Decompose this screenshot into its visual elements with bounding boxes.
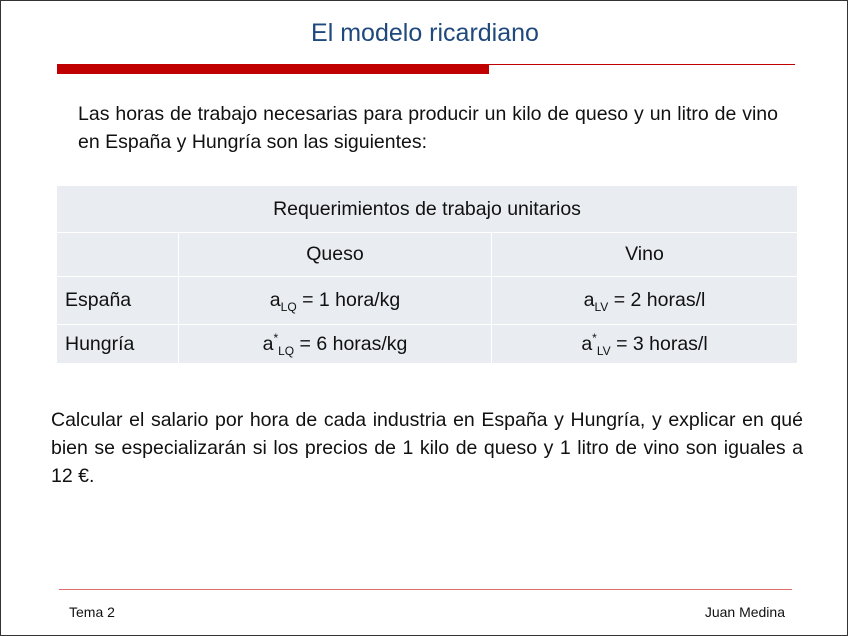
coef-base: a xyxy=(581,332,593,355)
coef-sub: LQ xyxy=(280,300,297,314)
cell-espana-vino xyxy=(492,277,798,325)
task-paragraph: Calcular el salario por hora de cada industria en España y Hungría, y explicar en qué bien se especializarán si los precios de 1 kilo de queso y 1 litro de vino son iguales a 12 €. xyxy=(51,409,803,487)
table-header-vino: Vino xyxy=(492,233,798,277)
table-header-queso: Queso xyxy=(179,233,492,277)
coef-sub: LQ xyxy=(278,343,295,358)
coef-value: = 3 horas/l xyxy=(616,332,708,355)
coef-sub: LV xyxy=(594,300,609,314)
row-label-hungria: Hungría xyxy=(57,325,179,364)
coef-base: a xyxy=(262,332,274,355)
table-header-row xyxy=(57,233,798,277)
intro-paragraph: Las horas de trabajo necesarias para producir un kilo de queso y un litro de vino en España y Hungría son las siguientes: xyxy=(78,103,778,153)
footer-topic: Tema 2 xyxy=(69,604,115,620)
table-caption-row xyxy=(57,186,798,233)
cell-hungria-queso xyxy=(179,325,492,364)
cell-espana-queso xyxy=(179,277,492,325)
coef-sub: LV xyxy=(596,343,611,358)
coef-value: = 1 hora/kg xyxy=(302,289,401,311)
coef-sup: * xyxy=(273,330,279,345)
footer-author: Juan Medina xyxy=(704,604,785,620)
table-header-empty xyxy=(57,233,179,277)
title-underline-thin xyxy=(489,64,795,65)
coef-value: = 6 horas/kg xyxy=(299,332,408,355)
coef-value: = 2 horas/l xyxy=(613,289,706,311)
cell-hungria-vino xyxy=(492,325,798,364)
table-row xyxy=(57,277,798,325)
title-underline-thick xyxy=(57,64,489,74)
coef-base: a xyxy=(583,289,595,311)
table-row xyxy=(57,325,798,364)
table-caption: Requerimientos de trabajo unitarios xyxy=(57,186,798,233)
labor-requirements-table xyxy=(56,185,798,364)
coef-sup: * xyxy=(592,330,597,345)
footer-divider xyxy=(59,589,792,590)
row-label-espana: España xyxy=(57,277,179,325)
coef-base: a xyxy=(269,289,281,311)
slide-title: El modelo ricardiano xyxy=(311,19,539,47)
